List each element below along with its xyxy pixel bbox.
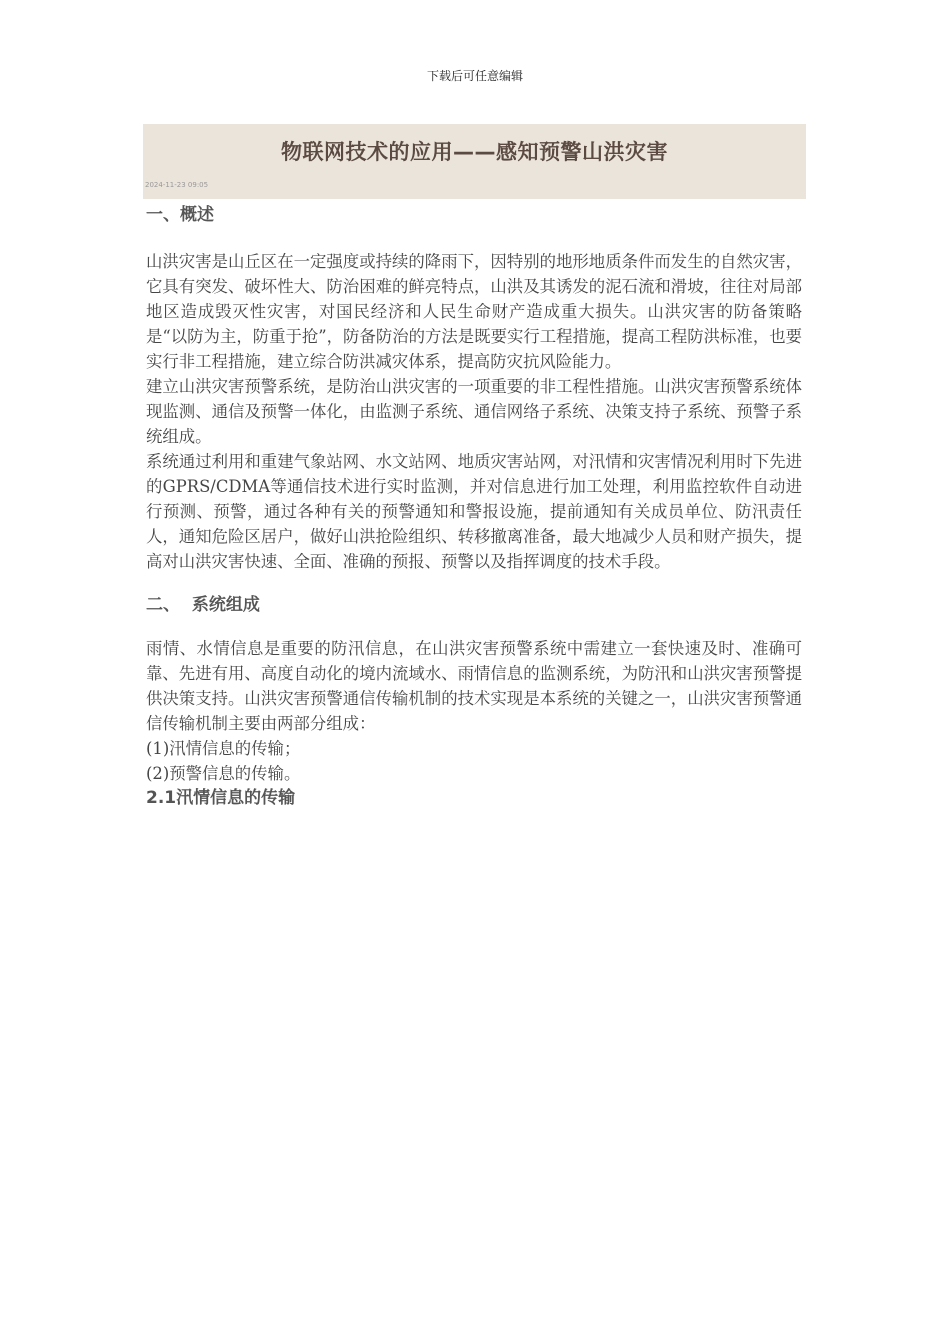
spacer	[146, 227, 802, 249]
paragraph-composition-1: 雨情、水情信息是重要的防汛信息，在山洪灾害预警系统中需建立一套快速及时、准确可靠、先进有用、高度自动化的境内流域水、雨情信息的监测系统，为防汛和山洪灾害预警提供决策支持。山洪灾害预警通信传输机制的技术实现是本系统的关键之一，山洪灾害预警通信传输机制主要由两部分组成：	[146, 639, 802, 733]
paragraph-overview-3: 系统通过利用和重建气象站网、水文站网、地质灾害站网，对汛情和灾害情况利用时下先进的GPRS/CDMA等通信技术进行实时监测，并对信息进行加工处理，利用监控软件自动进行预测、预警，通过各种有关的预警通知和警报设施，提前通知有关成员单位、防汛责任人，通知危险区居户，做好山洪抢险组织、转移撤离准备，最大地减少人员和财产损失，提高对山洪灾害快速、全面、准确的预报、预警以及指挥调度的技术手段。	[146, 452, 802, 571]
article-body	[146, 203, 802, 811]
section-heading-overview: 一、概述	[146, 205, 214, 225]
list-item-warning-info: (2)预警信息的传输。	[146, 764, 301, 783]
spacer	[146, 617, 802, 636]
subsection-heading-2-1: 2.1汛情信息的传输	[146, 788, 296, 808]
paragraph-overview-2: 建立山洪灾害预警系统，是防治山洪灾害的一项重要的非工程性措施。山洪灾害预警系统体现监测、通信及预警一体化，由监测子系统、通信网络子系统、决策支持子系统、预警子系统组成。	[146, 377, 802, 446]
spacer	[146, 574, 802, 593]
section-heading-composition: 二、 系统组成	[146, 595, 260, 615]
page-header-note: 下载后可任意编辑	[426, 69, 523, 83]
title-banner	[143, 124, 806, 199]
paragraph-overview-1: 山洪灾害是山丘区在一定强度或持续的降雨下，因特别的地形地质条件而发生的自然灾害，它具有突发、破坏性大、防治困难的鲜亮特点，山洪及其诱发的泥石流和滑坡，往往对局部地区造成毁灭性灾害，对国民经济和人民生命财产造成重大损失。山洪灾害的防备策略是“以防为主，防重于抢”，防备防治的方法是既要实行工程措施，提高工程防洪标准，也要实行非工程措施，建立综合防洪减灾体系，提高防灾抗风险能力。	[146, 252, 802, 371]
article-title: 物联网技术的应用——感知预警山洪灾害	[281, 140, 668, 164]
article-date: 2024-11-23 09:05	[145, 181, 209, 189]
list-item-flood-info: (1)汛情信息的传输；	[146, 739, 301, 758]
